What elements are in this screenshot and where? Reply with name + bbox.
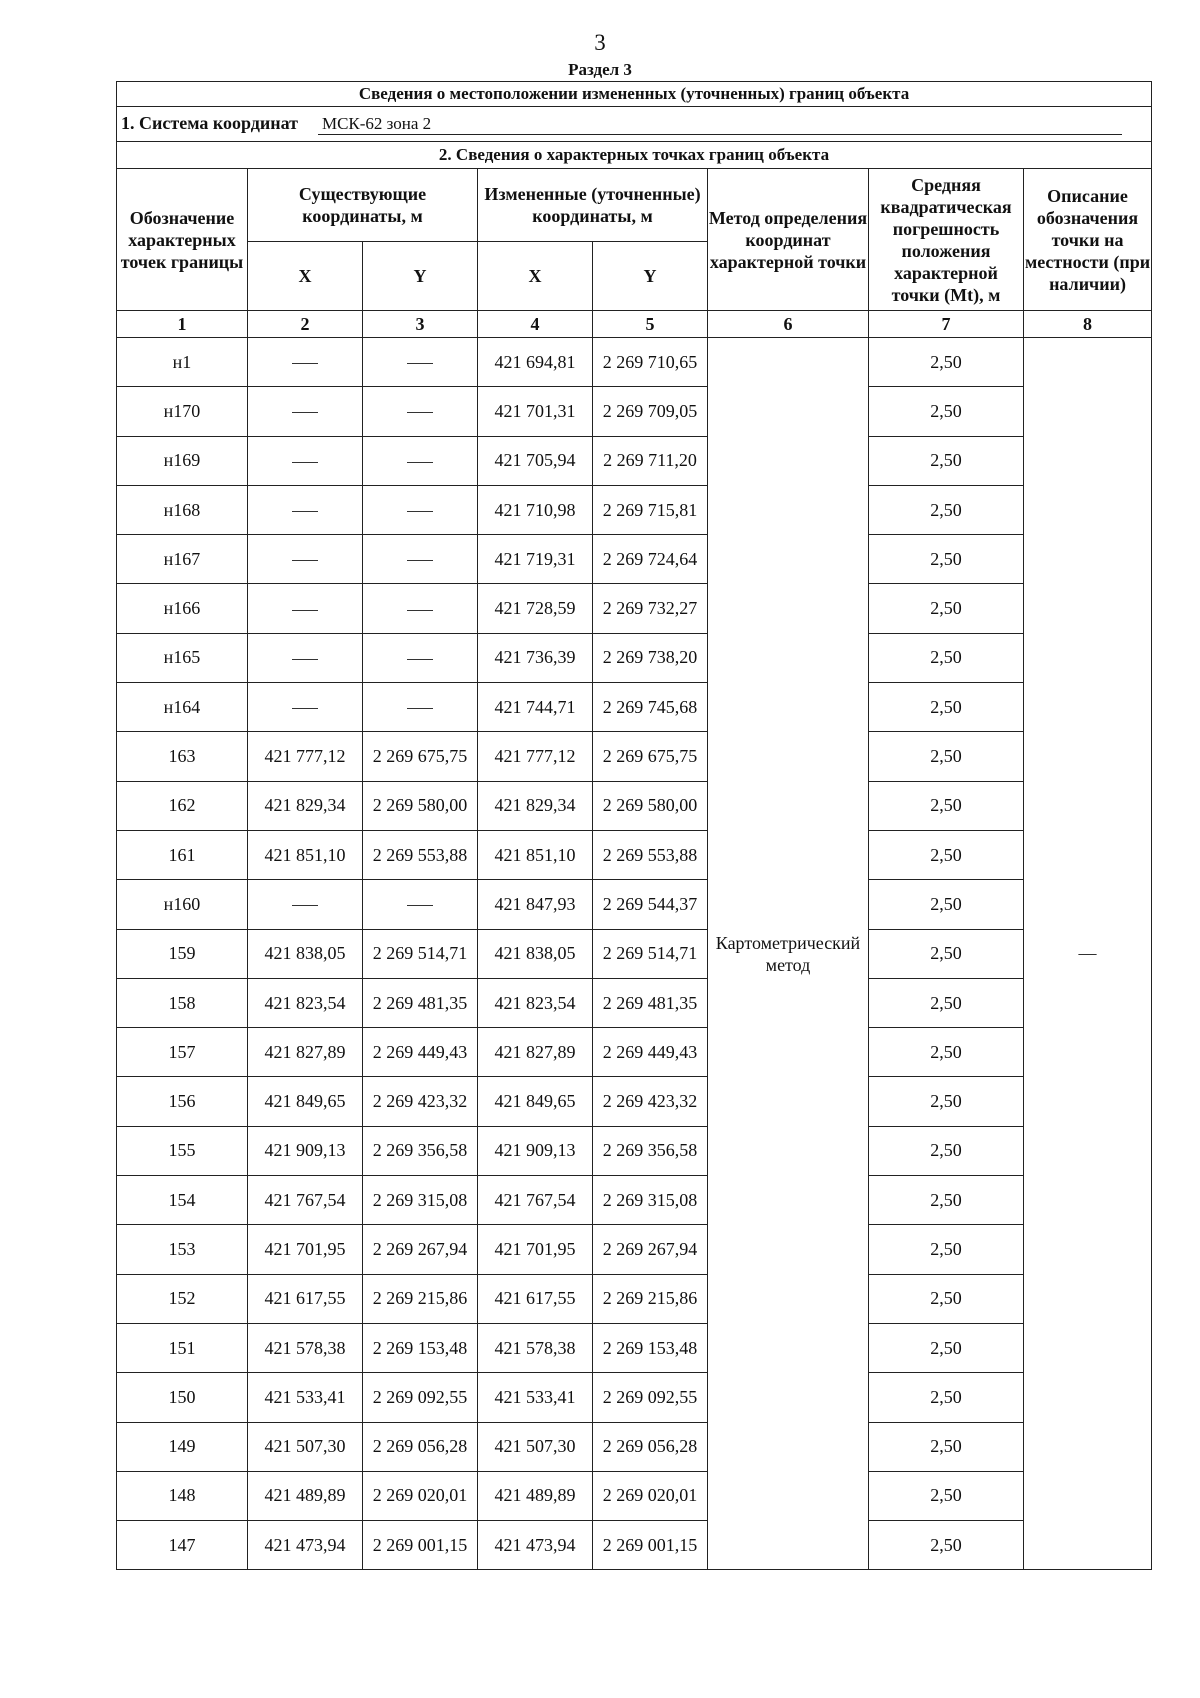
existing-x (248, 436, 363, 485)
existing-x: 421 849,65 (248, 1077, 363, 1126)
changed-x: 421 847,93 (478, 880, 593, 929)
table-row (117, 683, 1152, 732)
empty-dash (407, 659, 433, 660)
changed-y: 2 269 215,86 (593, 1274, 708, 1323)
column-number: 7 (869, 311, 1024, 338)
coord-system-label: 1. Система координат (121, 113, 298, 133)
changed-x: 421 851,10 (478, 830, 593, 879)
point-designation: 158 (117, 978, 248, 1027)
main-title: Сведения о местоположении измененных (уточненных) границ объекта (117, 82, 1152, 107)
changed-y: 2 269 580,00 (593, 781, 708, 830)
changed-y: 2 269 675,75 (593, 732, 708, 781)
point-designation: 152 (117, 1274, 248, 1323)
changed-x: 421 719,31 (478, 535, 593, 584)
empty-dash (292, 905, 318, 906)
existing-y: 2 269 449,43 (363, 1028, 478, 1077)
existing-x: 421 909,13 (248, 1126, 363, 1175)
coord-system-row (117, 107, 1152, 142)
point-designation: н1 (117, 338, 248, 387)
existing-x: 421 578,38 (248, 1323, 363, 1372)
existing-x: 421 777,12 (248, 732, 363, 781)
header-existing-y: Y (363, 242, 478, 311)
table-row (117, 732, 1152, 781)
empty-dash (407, 560, 433, 561)
mt-error: 2,50 (869, 1323, 1024, 1372)
table-row (117, 880, 1152, 929)
point-designation: 147 (117, 1521, 248, 1570)
point-designation: 157 (117, 1028, 248, 1077)
changed-x: 421 823,54 (478, 978, 593, 1027)
table-row (117, 1126, 1152, 1175)
existing-x: 421 827,89 (248, 1028, 363, 1077)
point-designation: 156 (117, 1077, 248, 1126)
point-designation: н169 (117, 436, 248, 485)
changed-x: 421 744,71 (478, 683, 593, 732)
point-designation: 161 (117, 830, 248, 879)
empty-dash (292, 462, 318, 463)
point-designation: н168 (117, 485, 248, 534)
table-row (117, 929, 1152, 978)
column-number: 6 (708, 311, 869, 338)
header-existing-coords: Существующие координаты, м (248, 169, 478, 242)
existing-y: 2 269 675,75 (363, 732, 478, 781)
mt-error: 2,50 (869, 1126, 1024, 1175)
description-cell: — (1024, 338, 1152, 1570)
mt-error: 2,50 (869, 1471, 1024, 1520)
empty-dash (407, 905, 433, 906)
existing-y: 2 269 020,01 (363, 1471, 478, 1520)
mt-error: 2,50 (869, 1521, 1024, 1570)
changed-y: 2 269 553,88 (593, 830, 708, 879)
column-number: 2 (248, 311, 363, 338)
existing-x: 421 473,94 (248, 1521, 363, 1570)
method-cell: Картометрический метод (708, 338, 869, 1570)
mt-error: 2,50 (869, 1274, 1024, 1323)
existing-y: 2 269 215,86 (363, 1274, 478, 1323)
existing-x (248, 880, 363, 929)
empty-dash (407, 363, 433, 364)
point-designation: 153 (117, 1225, 248, 1274)
header-description: Описание обозначения точки на местности (при наличии) (1024, 169, 1152, 311)
changed-x: 421 710,98 (478, 485, 593, 534)
header-existing-x: X (248, 242, 363, 311)
mt-error: 2,50 (869, 1225, 1024, 1274)
empty-dash (292, 363, 318, 364)
table-row (117, 781, 1152, 830)
table-row (117, 436, 1152, 485)
existing-y: 2 269 514,71 (363, 929, 478, 978)
table-row (117, 485, 1152, 534)
table-row (117, 1521, 1152, 1570)
header-error: Средняя квадратическая погрешность положения характерной точки (Mt), м (869, 169, 1024, 311)
empty-dash (292, 511, 318, 512)
mt-error: 2,50 (869, 535, 1024, 584)
changed-x: 421 849,65 (478, 1077, 593, 1126)
changed-y: 2 269 544,37 (593, 880, 708, 929)
changed-x: 421 827,89 (478, 1028, 593, 1077)
coord-system-value: МСК-62 зона 2 (318, 114, 1122, 135)
changed-x: 421 701,95 (478, 1225, 593, 1274)
existing-x: 421 489,89 (248, 1471, 363, 1520)
table-row (117, 387, 1152, 436)
existing-x: 421 823,54 (248, 978, 363, 1027)
existing-x (248, 683, 363, 732)
changed-y: 2 269 481,35 (593, 978, 708, 1027)
point-designation: н167 (117, 535, 248, 584)
existing-y (363, 387, 478, 436)
column-number: 8 (1024, 311, 1152, 338)
mt-error: 2,50 (869, 830, 1024, 879)
point-designation: 162 (117, 781, 248, 830)
existing-y: 2 269 315,08 (363, 1176, 478, 1225)
changed-y: 2 269 020,01 (593, 1471, 708, 1520)
point-designation: н170 (117, 387, 248, 436)
column-number: 3 (363, 311, 478, 338)
empty-dash (292, 708, 318, 709)
table-row (117, 978, 1152, 1027)
changed-y: 2 269 715,81 (593, 485, 708, 534)
changed-x: 421 736,39 (478, 633, 593, 682)
mt-error: 2,50 (869, 1176, 1024, 1225)
table-row (117, 1422, 1152, 1471)
column-number: 4 (478, 311, 593, 338)
changed-x: 421 533,41 (478, 1373, 593, 1422)
existing-y: 2 269 056,28 (363, 1422, 478, 1471)
existing-y: 2 269 356,58 (363, 1126, 478, 1175)
changed-x: 421 701,31 (478, 387, 593, 436)
mt-error: 2,50 (869, 436, 1024, 485)
existing-x (248, 485, 363, 534)
table-row (117, 1176, 1152, 1225)
changed-y: 2 269 001,15 (593, 1521, 708, 1570)
existing-y: 2 269 001,15 (363, 1521, 478, 1570)
header-point-designation: Обозначение характерных точек границы (117, 169, 248, 311)
existing-x: 421 838,05 (248, 929, 363, 978)
existing-x: 421 507,30 (248, 1422, 363, 1471)
point-designation: 151 (117, 1323, 248, 1372)
mt-error: 2,50 (869, 732, 1024, 781)
mt-error: 2,50 (869, 978, 1024, 1027)
empty-dash (407, 610, 433, 611)
changed-x: 421 728,59 (478, 584, 593, 633)
empty-dash (292, 659, 318, 660)
page-number: 3 (594, 30, 606, 55)
table-row (117, 1274, 1152, 1323)
existing-y (363, 880, 478, 929)
column-number: 1 (117, 311, 248, 338)
changed-x: 421 909,13 (478, 1126, 593, 1175)
changed-y: 2 269 710,65 (593, 338, 708, 387)
existing-x (248, 584, 363, 633)
column-number: 5 (593, 311, 708, 338)
table-row (117, 633, 1152, 682)
changed-y: 2 269 732,27 (593, 584, 708, 633)
changed-x: 421 829,34 (478, 781, 593, 830)
table-row (117, 1323, 1152, 1372)
changed-y: 2 269 709,05 (593, 387, 708, 436)
changed-x: 421 767,54 (478, 1176, 593, 1225)
table-row (117, 535, 1152, 584)
existing-y: 2 269 580,00 (363, 781, 478, 830)
existing-y: 2 269 267,94 (363, 1225, 478, 1274)
mt-error: 2,50 (869, 929, 1024, 978)
changed-y: 2 269 056,28 (593, 1422, 708, 1471)
existing-y (363, 436, 478, 485)
changed-y: 2 269 514,71 (593, 929, 708, 978)
mt-error: 2,50 (869, 338, 1024, 387)
header-changed-x: X (478, 242, 593, 311)
existing-x: 421 701,95 (248, 1225, 363, 1274)
mt-error: 2,50 (869, 633, 1024, 682)
existing-y (363, 485, 478, 534)
existing-y (363, 338, 478, 387)
table-row (117, 1373, 1152, 1422)
changed-y: 2 269 745,68 (593, 683, 708, 732)
existing-y: 2 269 481,35 (363, 978, 478, 1027)
existing-y (363, 683, 478, 732)
empty-dash (292, 560, 318, 561)
empty-dash (292, 610, 318, 611)
existing-y: 2 269 423,32 (363, 1077, 478, 1126)
mt-error: 2,50 (869, 1077, 1024, 1126)
table-row (117, 1028, 1152, 1077)
changed-x: 421 489,89 (478, 1471, 593, 1520)
point-designation: н166 (117, 584, 248, 633)
point-designation: н160 (117, 880, 248, 929)
changed-y: 2 269 092,55 (593, 1373, 708, 1422)
point-designation: 159 (117, 929, 248, 978)
existing-x: 421 851,10 (248, 830, 363, 879)
point-designation: 155 (117, 1126, 248, 1175)
existing-x: 421 617,55 (248, 1274, 363, 1323)
empty-dash (407, 511, 433, 512)
empty-dash (407, 412, 433, 413)
changed-y: 2 269 356,58 (593, 1126, 708, 1175)
point-designation: н165 (117, 633, 248, 682)
existing-y: 2 269 092,55 (363, 1373, 478, 1422)
empty-dash (407, 462, 433, 463)
changed-y: 2 269 267,94 (593, 1225, 708, 1274)
existing-x: 421 533,41 (248, 1373, 363, 1422)
point-designation: 150 (117, 1373, 248, 1422)
point-designation: н164 (117, 683, 248, 732)
changed-y: 2 269 153,48 (593, 1323, 708, 1372)
empty-dash (407, 708, 433, 709)
changed-y: 2 269 738,20 (593, 633, 708, 682)
changed-x: 421 507,30 (478, 1422, 593, 1471)
table-row (117, 338, 1152, 387)
existing-y (363, 633, 478, 682)
changed-x: 421 617,55 (478, 1274, 593, 1323)
changed-x: 421 777,12 (478, 732, 593, 781)
point-designation: 163 (117, 732, 248, 781)
mt-error: 2,50 (869, 683, 1024, 732)
existing-x (248, 535, 363, 584)
mt-error: 2,50 (869, 880, 1024, 929)
mt-error: 2,50 (869, 1422, 1024, 1471)
existing-x (248, 387, 363, 436)
changed-y: 2 269 449,43 (593, 1028, 708, 1077)
changed-y: 2 269 423,32 (593, 1077, 708, 1126)
existing-y (363, 584, 478, 633)
changed-x: 421 838,05 (478, 929, 593, 978)
point-designation: 154 (117, 1176, 248, 1225)
changed-x: 421 694,81 (478, 338, 593, 387)
mt-error: 2,50 (869, 781, 1024, 830)
existing-x: 421 767,54 (248, 1176, 363, 1225)
changed-x: 421 705,94 (478, 436, 593, 485)
point-designation: 149 (117, 1422, 248, 1471)
changed-x: 421 473,94 (478, 1521, 593, 1570)
table-subtitle: 2. Сведения о характерных точках границ объекта (117, 142, 1152, 169)
section-title: Раздел 3 (568, 60, 632, 79)
mt-error: 2,50 (869, 387, 1024, 436)
changed-y: 2 269 315,08 (593, 1176, 708, 1225)
mt-error: 2,50 (869, 1028, 1024, 1077)
header-method: Метод определения координат характерной точки (708, 169, 869, 311)
table-row (117, 1471, 1152, 1520)
empty-dash (292, 412, 318, 413)
table-row (117, 830, 1152, 879)
mt-error: 2,50 (869, 485, 1024, 534)
header-changed-y: Y (593, 242, 708, 311)
existing-y: 2 269 153,48 (363, 1323, 478, 1372)
mt-error: 2,50 (869, 1373, 1024, 1422)
table-row (117, 584, 1152, 633)
existing-x: 421 829,34 (248, 781, 363, 830)
table-row (117, 1225, 1152, 1274)
boundary-points-table (116, 81, 1152, 1570)
table-row (117, 1077, 1152, 1126)
existing-x (248, 633, 363, 682)
changed-y: 2 269 724,64 (593, 535, 708, 584)
header-changed-coords: Измененные (уточненные) координаты, м (478, 169, 708, 242)
existing-y: 2 269 553,88 (363, 830, 478, 879)
mt-error: 2,50 (869, 584, 1024, 633)
existing-y (363, 535, 478, 584)
existing-x (248, 338, 363, 387)
changed-x: 421 578,38 (478, 1323, 593, 1372)
point-designation: 148 (117, 1471, 248, 1520)
changed-y: 2 269 711,20 (593, 436, 708, 485)
